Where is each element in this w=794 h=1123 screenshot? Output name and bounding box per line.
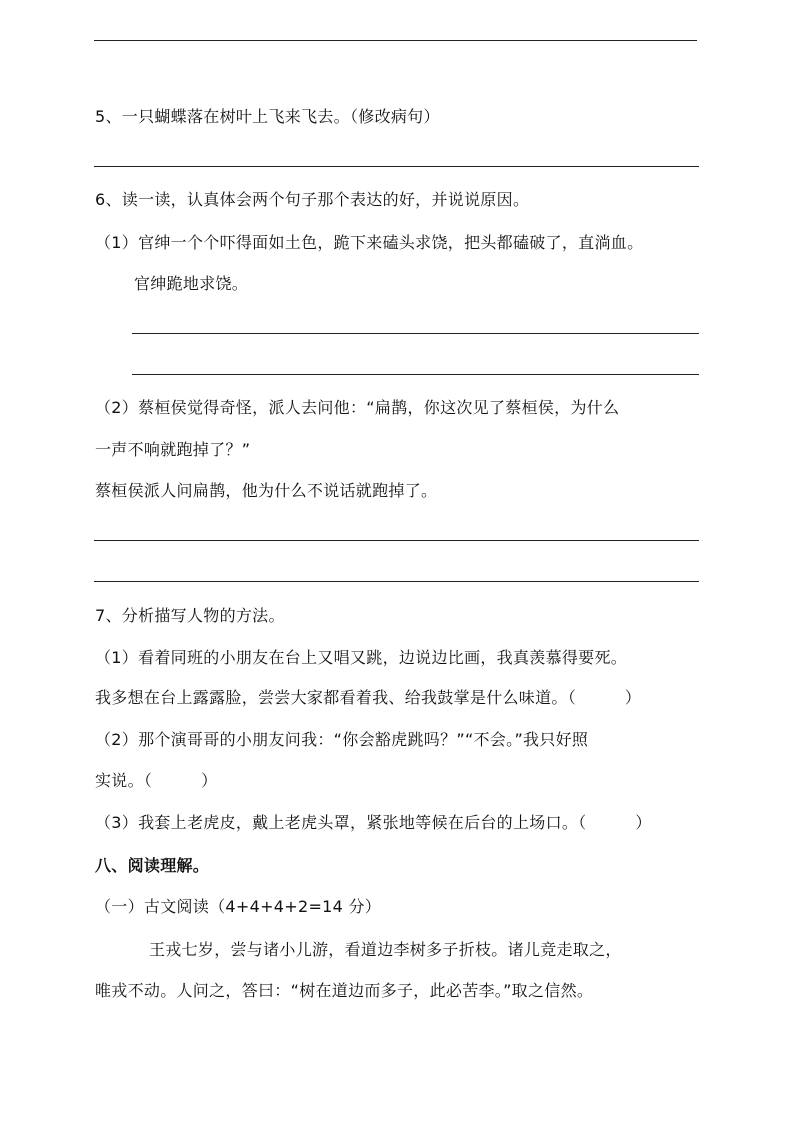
answer-line-q6-2b[interactable] [94,581,699,582]
question-7-item-2-line-1: （2）那个演哥哥的小朋友问我：“你会豁虎跳吗？”“不会。”我只好照 [95,730,589,749]
question-6-item-2-line-1: （2）蔡桓侯觉得奇怪，派人去问他：“扁鹊，你这次见了蔡桓侯，为什么 [95,398,620,417]
answer-line-q6-2a[interactable] [94,540,699,541]
top-divider [94,40,697,41]
question-6-item-1-sentence-b: 官绅跪地求饶。 [134,274,249,293]
question-7-prompt: 7、分析描写人物的方法。 [95,606,285,625]
question-6-item-2-sentence-b: 蔡桓侯派人问扁鹊，他为什么不说话就跑掉了。 [95,481,438,500]
question-6-item-2-line-2: 一声不响就跑掉了？” [95,440,251,459]
answer-line-q6-1a[interactable] [132,333,699,334]
section-8-subheading: （一）古文阅读（4+4+4+2=14 分） [95,897,382,916]
passage-line-1: 王戎七岁，尝与诸小儿游，看道边李树多子折枝。诸儿竞走取之， [149,940,622,959]
question-6-item-1-sentence-a: （1）官绅一个个吓得面如土色，跪下来磕头求饶，把头都磕破了，直淌血。 [95,233,644,252]
answer-line-q6-1b[interactable] [132,374,699,375]
question-7-item-1-line-2: 我多想在台上露露脸，尝尝大家都看着我、给我鼓掌是什么味道。（ ） [95,688,642,707]
question-7-item-3: （3）我套上老虎皮，戴上老虎头罩，紧张地等候在后台的上场口。（ ） [95,813,652,832]
answer-line-q5[interactable] [94,166,699,167]
passage-line-2: 唯戎不动。人问之，答曰：“树在道边而多子，此必苦李。”取之信然。 [95,981,594,1000]
section-8-heading: 八、阅读理解。 [95,856,210,875]
question-7-item-2-line-2: 实说。（ ） [95,771,218,790]
question-6-prompt: 6、读一读，认真体会两个句子那个表达的好，并说说原因。 [95,190,530,209]
question-7-item-1-line-1: （1）看着同班的小朋友在台上又唱又跳，边说边比画，我真羡慕得要死。 [95,648,628,667]
question-5: 5、一只蝴蝶落在树叶上飞来飞去。（修改病句） [95,107,440,126]
